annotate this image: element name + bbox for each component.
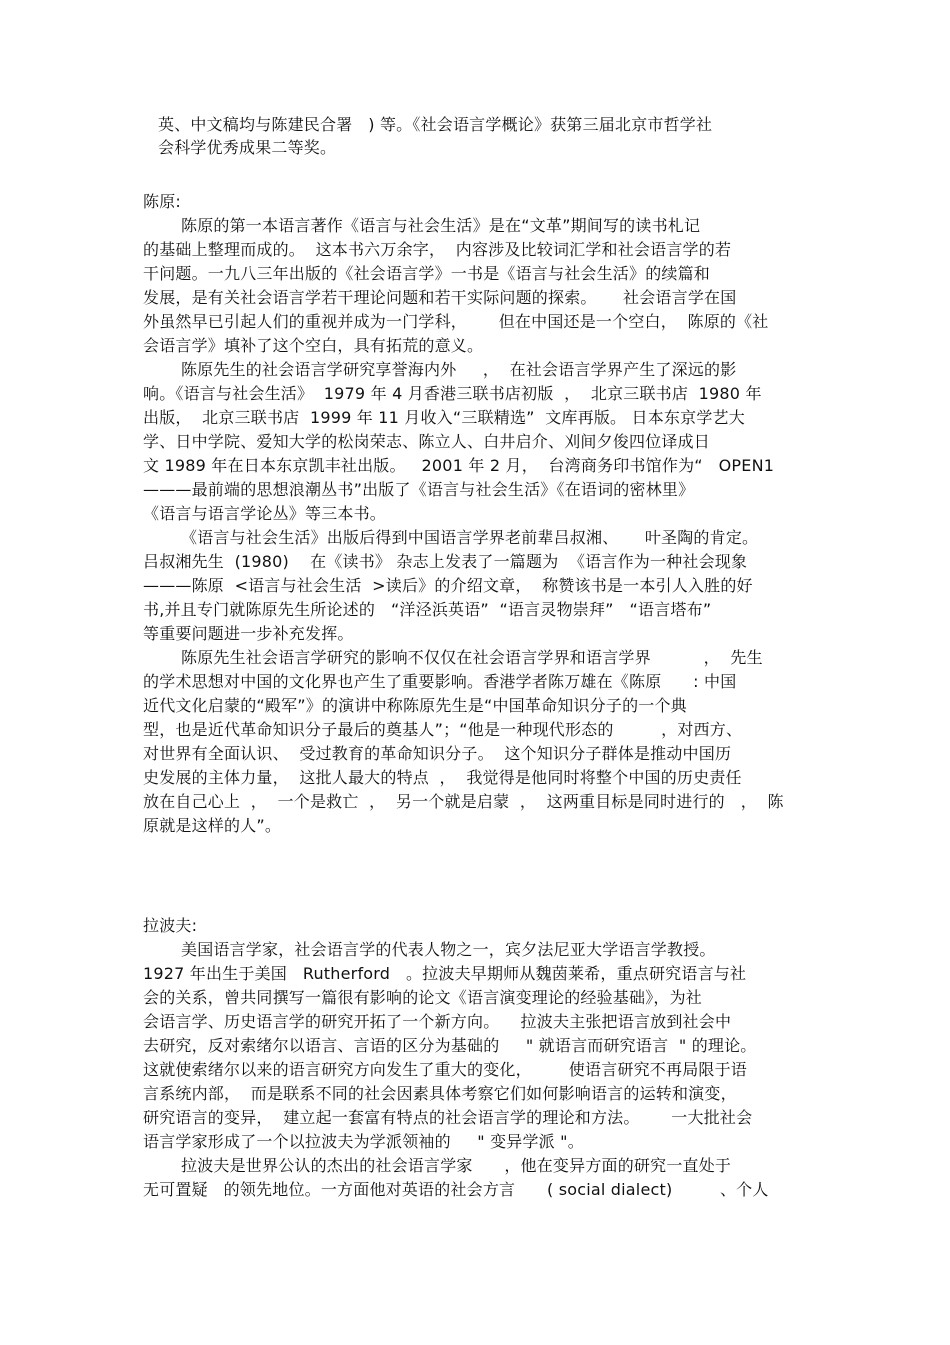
text-line: 会语言学》填补了这个空白，具有拓荒的意义。: [143, 336, 484, 355]
text-line: 1927 年出生于美国 Rutherford 。拉波夫早期师从魏茵莱希，重点研究语言与社: [143, 964, 747, 983]
text-line: 出版， 北京三联书店 1999 年 11 月收入“三联精选” 文库再版。 日本东京学艺大: [143, 408, 745, 427]
text-line: 这就使索绪尔以来的语言研究方向发生了重大的变化， 使语言研究不再局限于语: [143, 1060, 748, 1079]
text-line: 书,并且专门就陈原先生所论述的 “洋泾浜英语” “语言灵物崇拜” “语言塔布”: [143, 600, 712, 619]
text-line: 等重要问题进一步补充发挥。: [143, 624, 354, 643]
text-line: 研究语言的变异， 建立起一套富有特点的社会语言学的理论和方法。 一大批社会: [143, 1108, 753, 1127]
text-line: 的学术思想对中国的文化界也产生了重要影响。香港学者陈万雄在《陈原 : 中国: [143, 672, 737, 691]
text-line: 陈原先生的社会语言学研究享誉海内外 ， 在社会语言学界产生了深远的影: [181, 360, 737, 379]
text-line: 外虽然早已引起人们的重视并成为一门学科， 但在中国还是一个空白， 陈原的《社: [143, 312, 769, 331]
text-line: 会科学优秀成果二等奖。: [158, 138, 337, 157]
section-heading-chen-yuan: 陈原:: [143, 192, 181, 211]
text-line: 无可置疑 的领先地位。一方面他对英语的社会方言 ( social dialect) 、个人: [143, 1180, 769, 1199]
text-line: 对世界有全面认识、 受过教育的革命知识分子。 这个知识分子群体是推动中国历: [143, 744, 732, 763]
text-line: 近代文化启蒙的“殿军”》的演讲中称陈原先生是“中国革命知识分子的一个典: [143, 696, 687, 715]
text-line: 英、中文稿均与陈建民合署 ) 等。《社会语言学概论》获第三届北京市哲学社: [158, 115, 713, 134]
text-line: 史发展的主体力量， 这批人最大的特点 ， 我觉得是他同时将整个中国的历史责任: [143, 768, 742, 787]
text-line: 语言学家形成了一个以拉波夫为学派领袖的 " 变异学派 "。: [143, 1132, 584, 1151]
text-line: 《语言与社会生活》出版后得到中国语言学界老前辈吕叔湘、 叶圣陶的肯定。: [181, 528, 759, 547]
section-heading-labov: 拉波夫:: [143, 916, 198, 935]
text-line: 去研究，反对索绪尔以语言、言语的区分为基础的 " 就语言而研究语言 " 的理论。: [143, 1036, 757, 1055]
text-line: 干问题。一九八三年出版的《社会语言学》一书是《语言与社会生活》的续篇和: [143, 264, 711, 283]
text-line: 陈原先生社会语言学研究的影响不仅仅在社会语言学界和语言学界 ， 先生: [181, 648, 763, 667]
text-line: 会语言学、历史语言学的研究开拓了一个新方向。 拉波夫主张把语言放到社会中: [143, 1012, 732, 1031]
text-line: 学、日中学院、爱知大学的松岗荣志、陈立人、白井启介、刈间夕俊四位译成日: [143, 432, 711, 451]
text-line: 文 1989 年在日本东京凯丰社出版。 2001 年 2 月， 台湾商务印书馆作为“ OPEN1: [143, 456, 775, 475]
text-line: 发展，是有关社会语言学若干理论问题和若干实际问题的探索。 社会语言学在国: [143, 288, 737, 307]
text-line: 的基础上整理而成的。 这本书六万余字， 内容涉及比较词汇学和社会语言学的若: [143, 240, 732, 259]
text-line: 会的关系，曾共同撰写一篇很有影响的论文《语言演变理论的经验基础》，为社: [143, 988, 703, 1007]
text-line: 型，也是近代革命知识分子最后的奠基人”；“他是一种现代形态的 ，对西方、: [143, 720, 743, 739]
text-line: 拉波夫是世界公认的杰出的社会语言学家 ，他在变异方面的研究一直处于: [181, 1156, 732, 1175]
text-line: 陈原的第一本语言著作《语言与社会生活》是在“文革”期间写的读书札记: [181, 216, 701, 235]
text-line: 原就是这样的人”。: [143, 816, 282, 835]
text-line: 响。《语言与社会生活》 1979 年 4 月香港三联书店初版 ， 北京三联书店 1980 年: [143, 384, 762, 403]
text-line: ———陈原 <语言与社会生活 >读后》的介绍文章， 称赞该书是一本引人入胜的好: [143, 576, 753, 595]
text-line: ———最前端的思想浪潮丛书”出版了《语言与社会生活》《在语词的密林里》: [143, 480, 695, 499]
text-line: 放在自己心上 ， 一个是救亡 ， 另一个就是启蒙 ， 这两重目标是同时进行的 ， 陈: [143, 792, 784, 811]
text-line: 美国语言学家，社会语言学的代表人物之一，宾夕法尼亚大学语言学教授。: [181, 940, 716, 959]
text-line: 《语言与语言学论丛》等三本书。: [143, 504, 387, 523]
text-line: 吕叔湘先生 (1980) 在《读书》 杂志上发表了一篇题为 《语言作为一种社会现象: [143, 552, 748, 571]
text-line: 言系统内部， 而是联系不同的社会因素具体考察它们如何影响语言的运转和演变，: [143, 1084, 737, 1103]
